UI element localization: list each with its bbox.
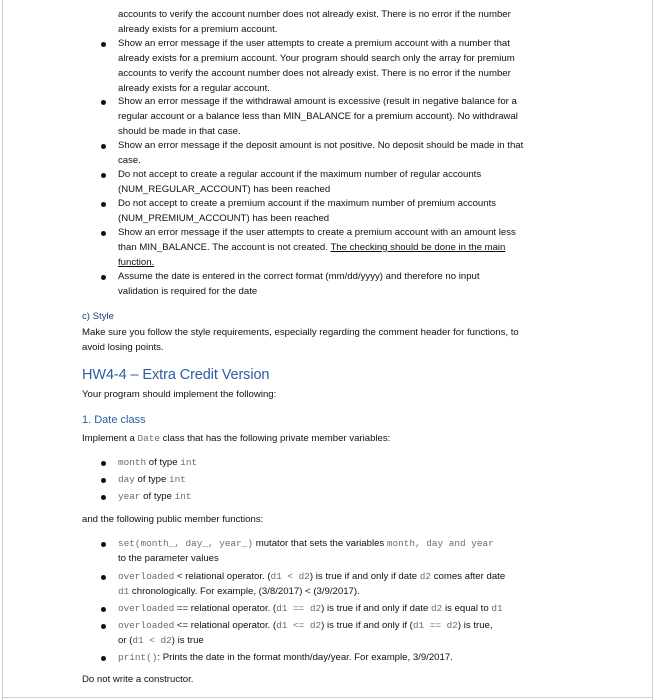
date-class-intro: Implement a Date class that has the following private member variables: bbox=[82, 433, 391, 444]
style-text: Make sure you follow the style requirements, especially regarding the comment header for functions, to avoid losing points. bbox=[82, 327, 519, 353]
function-item-eq: overloaded == relational operator. (d1 == d2) is true if and only if date d2 is equal to d1 bbox=[118, 603, 503, 614]
bullet-item: Show an error message if the user attempts to create a premium account with a number that already exists for a premium account. Your program should search only the array for premium accounts to verify the account number does not already exist. There is no error if the number already exists for a regular account. bbox=[118, 38, 515, 94]
text-line: already exists for a premium account. bbox=[118, 24, 278, 35]
bullet-dot bbox=[101, 202, 106, 207]
member-item: year of type int bbox=[118, 491, 192, 502]
member-item: month of type int bbox=[118, 457, 198, 468]
page-left-border bbox=[2, 0, 3, 700]
bullet-item: Show an error message if the withdrawal amount is excessive (result in negative balance for a regular account or a balance less than MIN_BALANCE for a premium account). No withdrawal should be made in that case. bbox=[118, 96, 518, 137]
function-item-set: set(month_, day_, year_) mutator that sets the variables month, day and year to the parameter values bbox=[118, 538, 494, 564]
bullet-dot bbox=[101, 575, 106, 580]
bullet-item: Assume the date is entered in the correct format (mm/dd/yyyy) and therefore no input validation is required for the date bbox=[118, 271, 480, 297]
bullet-dot bbox=[101, 231, 106, 236]
bullet-dot bbox=[101, 656, 106, 661]
continuation-text bbox=[118, 7, 588, 37]
extra-credit-heading: HW4-4 – Extra Credit Version bbox=[82, 367, 270, 383]
function-item-lt: overloaded < relational operator. (d1 < d2) is true if and only if date d2 comes after date d1 chronologically. For example, (3/8/2017) < (3/9/2017). bbox=[118, 571, 506, 597]
bullet-dot bbox=[101, 495, 106, 500]
bullet-dot bbox=[101, 173, 106, 178]
bullet-dot bbox=[101, 461, 106, 466]
function-item-le: overloaded <= relational operator. (d1 <= d2) is true if and only if (d1 == d2) is true, or (d1 < d2) is true bbox=[118, 620, 493, 646]
bullet-dot bbox=[101, 607, 106, 612]
function-item-print: print(): Prints the date in the format month/day/year. For example, 3/9/2017. bbox=[118, 652, 453, 663]
page-bottom-border bbox=[2, 697, 653, 698]
member-item: day of type int bbox=[118, 474, 186, 485]
bullet-item: Show an error message if the user attempts to create a premium account with an amount less than MIN_BALANCE. The account is not created. The checking should be done in the main function. bbox=[118, 227, 516, 268]
bullet-dot bbox=[101, 100, 106, 105]
bullet-dot bbox=[101, 624, 106, 629]
bullet-dot bbox=[101, 144, 106, 149]
bullet-dot bbox=[101, 42, 106, 47]
bullet-item: Show an error message if the deposit amount is not positive. No deposit should be made in that case. bbox=[118, 140, 524, 166]
extra-credit-intro: Your program should implement the following: bbox=[82, 389, 277, 400]
bullet-dot bbox=[101, 275, 106, 280]
text-line: accounts to verify the account number does not already exist. There is no error if the number bbox=[118, 9, 511, 20]
date-class-heading: 1. Date class bbox=[82, 414, 146, 426]
bullet-dot bbox=[101, 542, 106, 547]
bullet-dot bbox=[101, 478, 106, 483]
bullet-item: Do not accept to create a regular account if the maximum number of regular accounts (NUM_REGULAR_ACCOUNT) has been reached bbox=[118, 169, 482, 195]
page-right-border bbox=[652, 0, 653, 700]
functions-intro: and the following public member functions: bbox=[82, 514, 264, 525]
bullet-item: Do not accept to create a premium account if the maximum number of premium accounts (NUM_PREMIUM_ACCOUNT) has been reached bbox=[118, 198, 497, 224]
closing-note: Do not write a constructor. bbox=[82, 674, 194, 685]
style-heading: c) Style bbox=[82, 311, 114, 322]
